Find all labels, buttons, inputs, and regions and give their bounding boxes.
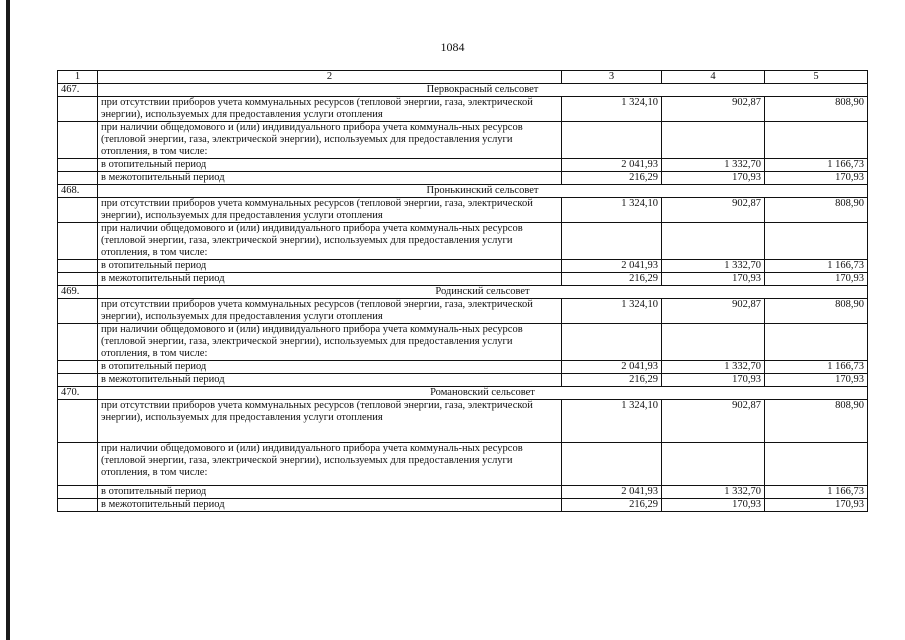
- section-title-row: [58, 84, 868, 97]
- number-cell: [58, 324, 98, 361]
- value-col-5: 808,90: [765, 198, 868, 223]
- number-cell: [58, 223, 98, 260]
- value-col-3: [562, 223, 662, 260]
- section-title-row: [58, 185, 868, 198]
- table-row: [58, 172, 868, 185]
- row-description: в межотопительный период: [98, 499, 562, 512]
- number-cell: [58, 122, 98, 159]
- table-row: [58, 499, 868, 512]
- value-col-3: 2 041,93: [562, 159, 662, 172]
- value-col-4: [662, 122, 765, 159]
- value-col-3: 1 324,10: [562, 198, 662, 223]
- section-title: Романовский сельсовет: [98, 387, 868, 400]
- value-col-4: [662, 223, 765, 260]
- value-col-4: 170,93: [662, 273, 765, 286]
- value-col-5: 1 166,73: [765, 486, 868, 499]
- table-row: [58, 159, 868, 172]
- section-number: 469.: [58, 286, 98, 299]
- value-col-3: 2 041,93: [562, 486, 662, 499]
- value-col-3: 2 041,93: [562, 361, 662, 374]
- value-col-5: 170,93: [765, 172, 868, 185]
- number-cell: [58, 486, 98, 499]
- header-col-1: 1: [58, 71, 98, 84]
- value-col-4: 902,87: [662, 198, 765, 223]
- header-col-3: 3: [562, 71, 662, 84]
- value-col-3: 216,29: [562, 374, 662, 387]
- section-title-row: [58, 387, 868, 400]
- value-col-4: 170,93: [662, 499, 765, 512]
- number-cell: [58, 159, 98, 172]
- value-col-5: 1 166,73: [765, 159, 868, 172]
- value-col-5: 170,93: [765, 273, 868, 286]
- table-row: [58, 260, 868, 273]
- value-col-5: [765, 324, 868, 361]
- value-col-3: 1 324,10: [562, 299, 662, 324]
- section-title: Пронькинский сельсовет: [98, 185, 868, 198]
- value-col-5: 808,90: [765, 400, 868, 443]
- row-description: в отопительный период: [98, 260, 562, 273]
- value-col-4: [662, 443, 765, 486]
- value-col-3: 216,29: [562, 273, 662, 286]
- table-row: [58, 374, 868, 387]
- section-title-row: [58, 286, 868, 299]
- number-cell: [58, 97, 98, 122]
- value-col-5: 170,93: [765, 374, 868, 387]
- value-col-4: 170,93: [662, 172, 765, 185]
- value-col-3: 216,29: [562, 499, 662, 512]
- value-col-4: 902,87: [662, 97, 765, 122]
- number-cell: [58, 172, 98, 185]
- table-row: [58, 324, 868, 361]
- number-cell: [58, 400, 98, 443]
- row-description: в межотопительный период: [98, 374, 562, 387]
- value-col-5: 170,93: [765, 499, 868, 512]
- value-col-4: 1 332,70: [662, 159, 765, 172]
- value-col-5: 1 166,73: [765, 260, 868, 273]
- row-description: при отсутствии приборов учета коммунальных ресурсов (тепловой энергии, газа, электрической энергии), используемых для предоставления услуги отопления: [98, 97, 562, 122]
- value-col-5: [765, 223, 868, 260]
- number-cell: [58, 374, 98, 387]
- scan-edge-bar: [6, 0, 10, 640]
- table-row: [58, 122, 868, 159]
- value-col-3: [562, 324, 662, 361]
- table-row: [58, 223, 868, 260]
- value-col-4: [662, 324, 765, 361]
- value-col-3: [562, 443, 662, 486]
- row-description: при наличии общедомового и (или) индивидуального прибора учета коммуналь-ных ресурсов (тепловой энергии, газа, электрической энергии), используемых для предоставления услуги отопления, в том числе:: [98, 122, 562, 159]
- section-number: 470.: [58, 387, 98, 400]
- number-cell: [58, 299, 98, 324]
- row-description: при наличии общедомового и (или) индивидуального прибора учета коммуналь-ных ресурсов (тепловой энергии, газа, электрической энергии), используемых для предоставления услуги отопления, в том числе:: [98, 324, 562, 361]
- table-row: [58, 486, 868, 499]
- section-title: Родинский сельсовет: [98, 286, 868, 299]
- number-cell: [58, 443, 98, 486]
- value-col-5: 808,90: [765, 299, 868, 324]
- value-col-5: [765, 443, 868, 486]
- value-col-4: 1 332,70: [662, 260, 765, 273]
- tariff-table: [57, 70, 868, 512]
- row-description: при отсутствии приборов учета коммунальных ресурсов (тепловой энергии, газа, электрической энергии), используемых для предоставления услуги отопления: [98, 198, 562, 223]
- table-row: [58, 97, 868, 122]
- row-description: при наличии общедомового и (или) индивидуального прибора учета коммуналь-ных ресурсов (тепловой энергии, газа, электрической энергии), используемых для предоставления услуги отопления, в том числе:: [98, 443, 562, 486]
- row-description: в межотопительный период: [98, 172, 562, 185]
- value-col-3: 1 324,10: [562, 400, 662, 443]
- value-col-3: [562, 122, 662, 159]
- table-row: [58, 198, 868, 223]
- table-row: [58, 273, 868, 286]
- value-col-5: 808,90: [765, 97, 868, 122]
- value-col-4: 1 332,70: [662, 361, 765, 374]
- section-number: 467.: [58, 84, 98, 97]
- value-col-5: [765, 122, 868, 159]
- header-row: [58, 71, 868, 84]
- row-description: в отопительный период: [98, 361, 562, 374]
- row-description: при отсутствии приборов учета коммунальных ресурсов (тепловой энергии, газа, электрической энергии), используемых для предоставления услуги отопления: [98, 299, 562, 324]
- value-col-4: 902,87: [662, 400, 765, 443]
- section-number: 468.: [58, 185, 98, 198]
- table-row: [58, 443, 868, 486]
- row-description: в отопительный период: [98, 159, 562, 172]
- number-cell: [58, 198, 98, 223]
- header-col-2: 2: [98, 71, 562, 84]
- row-description: при отсутствии приборов учета коммунальных ресурсов (тепловой энергии, газа, электрической энергии), используемых для предоставления услуги отопления: [98, 400, 562, 443]
- number-cell: [58, 361, 98, 374]
- table-row: [58, 299, 868, 324]
- row-description: в отопительный период: [98, 486, 562, 499]
- number-cell: [58, 499, 98, 512]
- value-col-3: 2 041,93: [562, 260, 662, 273]
- value-col-5: 1 166,73: [765, 361, 868, 374]
- value-col-3: 216,29: [562, 172, 662, 185]
- value-col-4: 170,93: [662, 374, 765, 387]
- section-title: Первокрасный сельсовет: [98, 84, 868, 97]
- row-description: в межотопительный период: [98, 273, 562, 286]
- value-col-3: 1 324,10: [562, 97, 662, 122]
- page-number: 1084: [440, 40, 465, 54]
- header-col-5: 5: [765, 71, 868, 84]
- table-row: [58, 361, 868, 374]
- value-col-4: 902,87: [662, 299, 765, 324]
- row-description: при наличии общедомового и (или) индивидуального прибора учета коммуналь-ных ресурсов (тепловой энергии, газа, электрической энергии), используемых для предоставления услуги отопления, в том числе:: [98, 223, 562, 260]
- table-row: [58, 400, 868, 443]
- number-cell: [58, 260, 98, 273]
- header-col-4: 4: [662, 71, 765, 84]
- value-col-4: 1 332,70: [662, 486, 765, 499]
- number-cell: [58, 273, 98, 286]
